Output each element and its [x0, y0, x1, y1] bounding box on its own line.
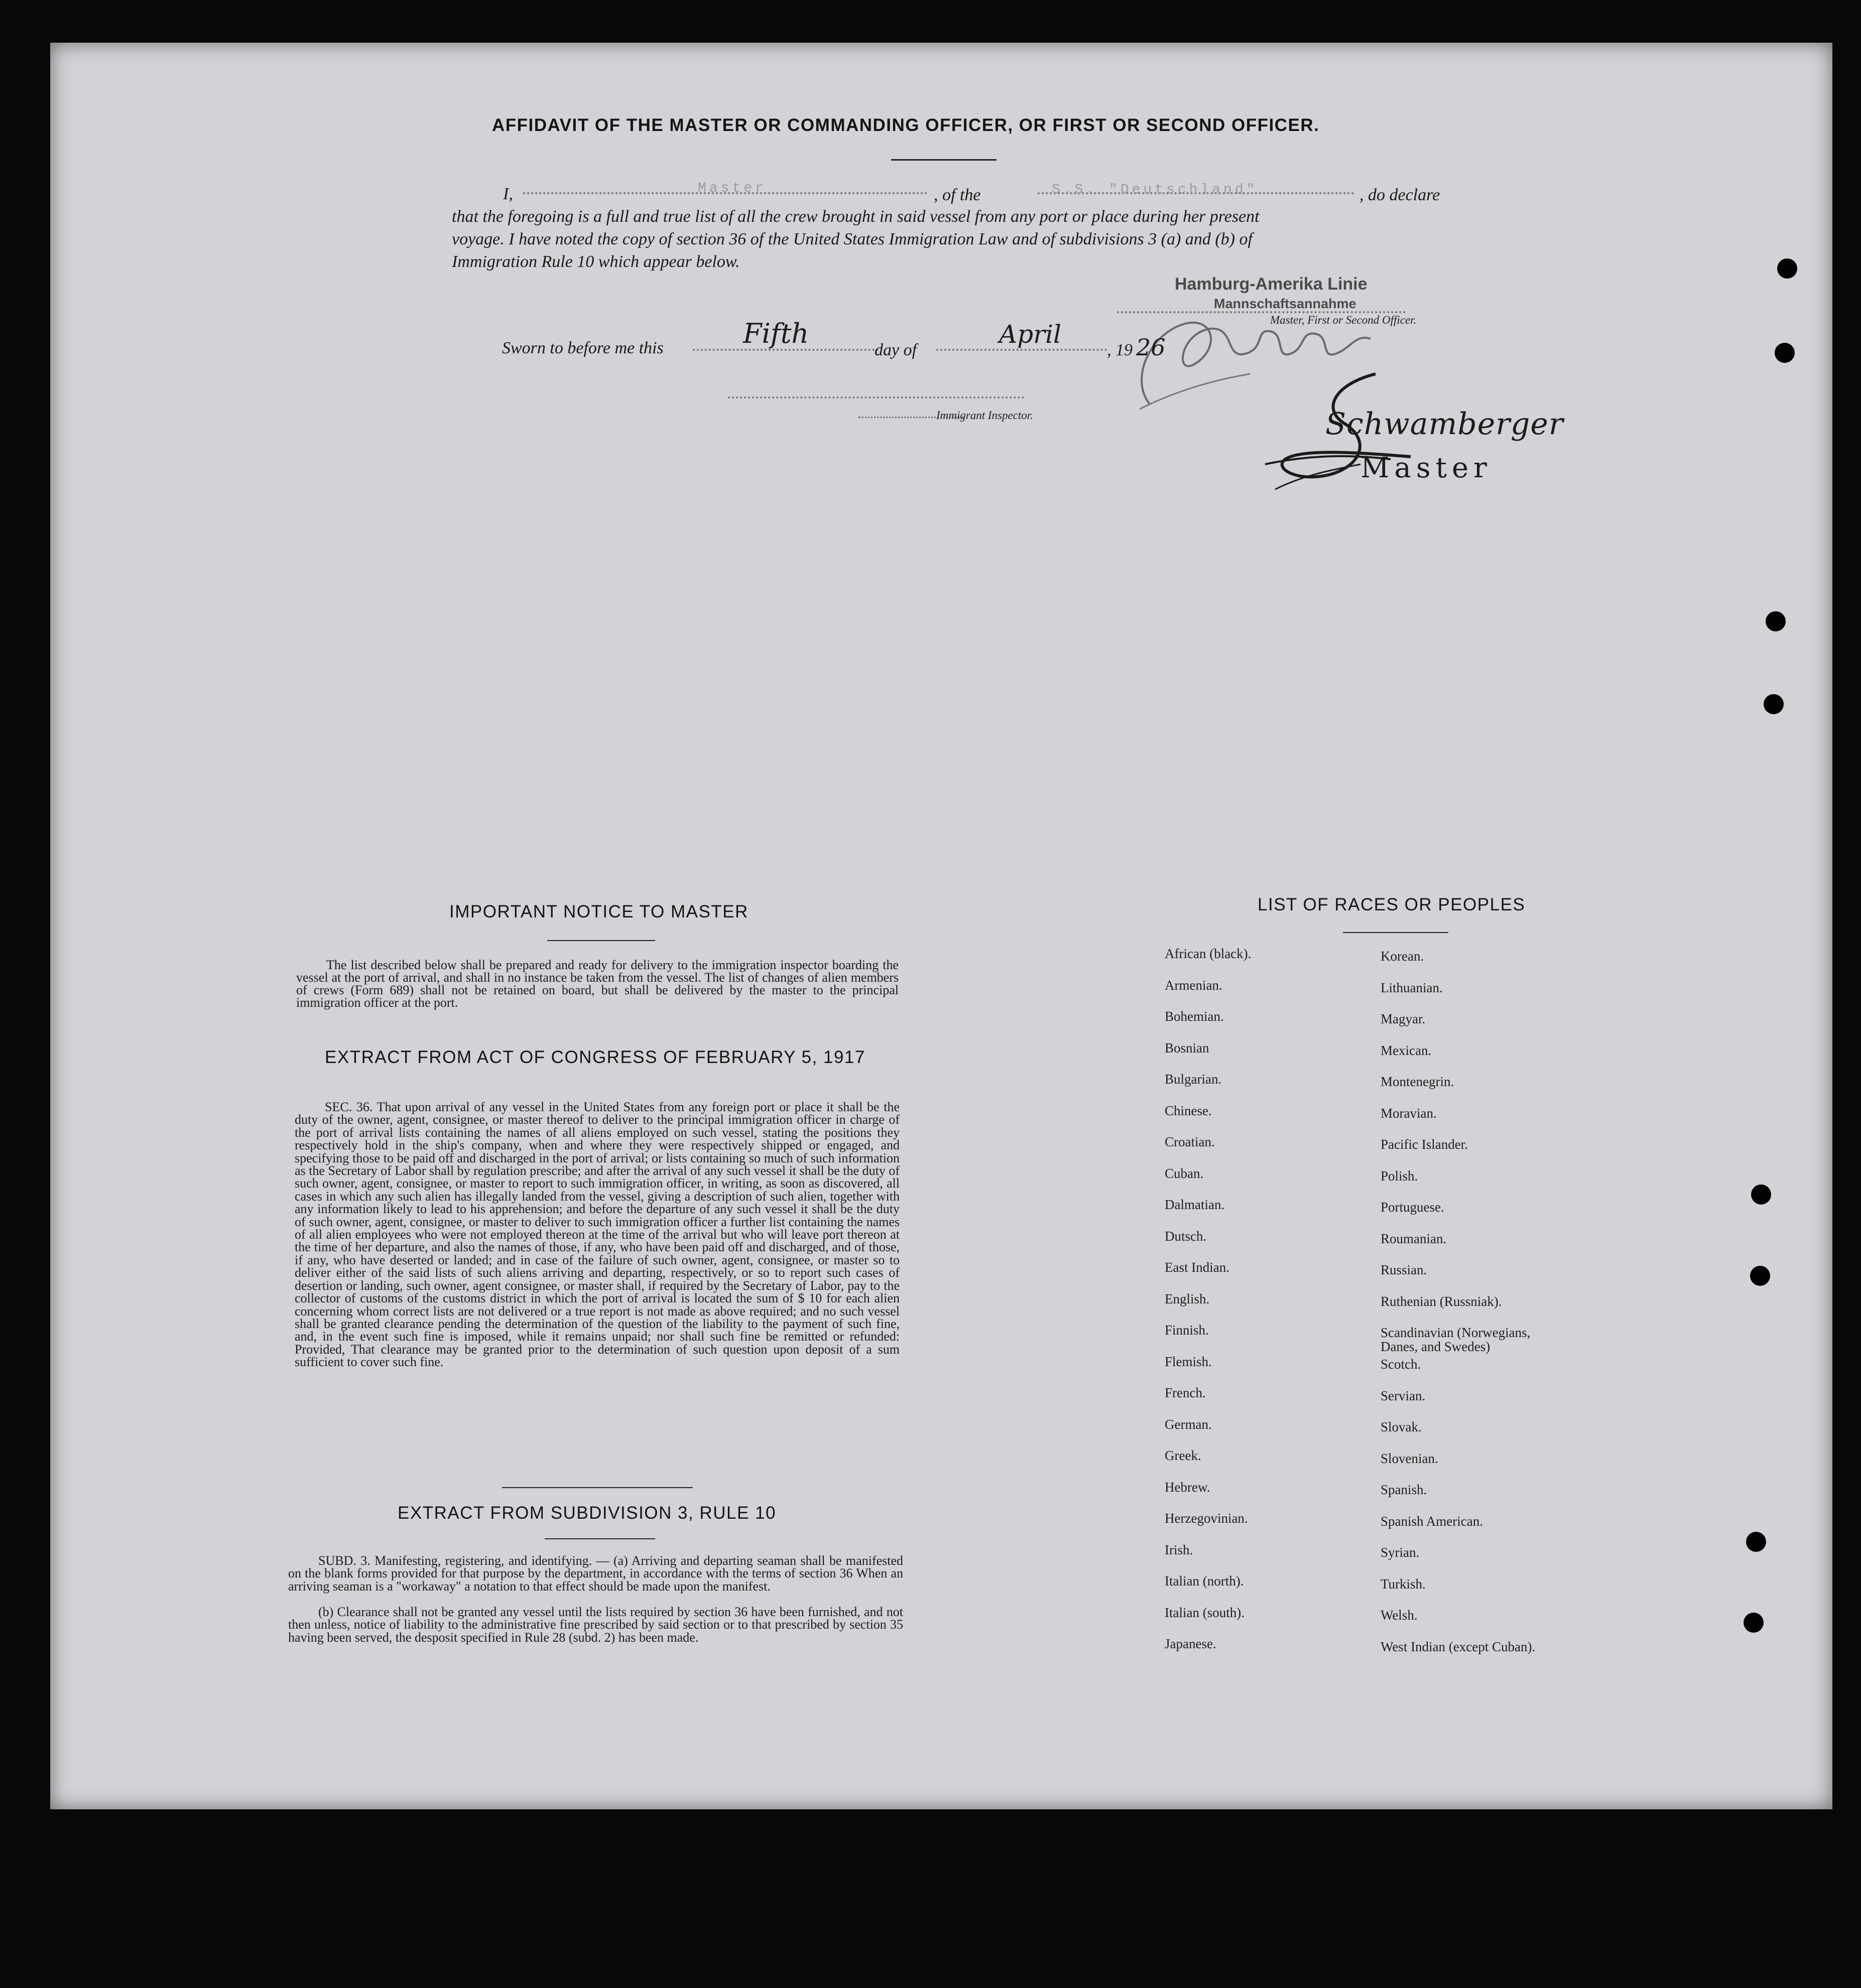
inspector-caption: Immigrant Inspector. [936, 409, 1033, 422]
races-rule [1343, 932, 1448, 933]
race-list-item: Portuguese. [1381, 1200, 1444, 1215]
race-list-item: Cuban. [1165, 1165, 1204, 1181]
race-list-item: Bosnian [1165, 1040, 1209, 1055]
race-list-item: Danes, and Swedes) [1381, 1339, 1491, 1354]
race-list-item: Moravian. [1381, 1105, 1437, 1121]
race-list-item: Spanish. [1381, 1482, 1427, 1497]
punch-hole [1764, 694, 1784, 714]
affidavit-title: AFFIDAVIT OF THE MASTER OR COMMANDING OFFICER, OR FIRST OR SECOND OFFICER. [492, 115, 1320, 135]
punch-hole [1746, 1532, 1766, 1552]
race-list-item: Italian (north). [1165, 1573, 1244, 1588]
of-the-label: , of the [934, 186, 981, 204]
company-stamp-line-2: Mannschaftsannahme [1214, 296, 1356, 311]
notice-title: IMPORTANT NOTICE TO MASTER [449, 902, 749, 921]
act-extract-title: EXTRACT FROM ACT OF CONGRESS OF FEBRUARY 5, 1917 [325, 1047, 865, 1067]
race-list-item: Syrian. [1381, 1545, 1420, 1560]
race-list-item: West Indian (except Cuban). [1381, 1639, 1536, 1654]
master-signature: Schwamberger [1325, 407, 1564, 442]
race-list-item: Russian. [1381, 1262, 1427, 1277]
punch-hole [1777, 258, 1797, 279]
race-list-item: Hebrew. [1165, 1479, 1210, 1495]
race-list-item: Mexican. [1381, 1042, 1432, 1058]
race-list-item: Turkish. [1381, 1576, 1426, 1592]
i-label: I, [503, 185, 513, 203]
race-list-item: Spanish American. [1381, 1513, 1483, 1529]
year-prefix: , 19 [1107, 341, 1133, 359]
day-of-label: day of [875, 341, 917, 359]
declaration-line-4: Immigration Rule 10 which appear below. [452, 252, 740, 271]
act-extract-rule [502, 1487, 693, 1488]
race-list-item: Montenegrin. [1381, 1074, 1454, 1089]
race-list-item: Italian (south). [1165, 1605, 1245, 1620]
race-list-item: Slovak. [1381, 1419, 1422, 1434]
year-handwritten: 26 [1136, 334, 1166, 361]
rule-extract-text-b: (b) Clearance shall not be granted any vessel until the lists required by section 36 have been furnished, and not then unless, notice of liability to the administrative fine prescribed by said section or to that prescribed by section 35 having been served, the desposit specified in Rule 28 (subd. 2) has been made. [288, 1605, 903, 1645]
name-typed-text: Master [698, 181, 767, 196]
master-signature-title: Master [1360, 452, 1492, 484]
race-list-item: Dalmatian. [1165, 1197, 1225, 1212]
sworn-month-handwritten: April [999, 320, 1061, 349]
act-extract-text: SEC. 36. That upon arrival of any vessel in the United States from any foreign port or place it shall be the duty of the owner, agent, consignee, or master thereof to deliver to the principal immigration officer in charge of the port of arrival lists containing the names of all aliens employed on such vessel, stating the positions they respectively hold in the ship's company, when and where they were respectively shipped or engaged, and specifying those to be paid off and discharged in the port of arrival; or lists containing so much of such information as the Secretary of Labor shall by regulation prescribe; and after the arrival of any such vessel it shall be the duty of such owner, agent, consignee, or master to report to such immigration officer, in writing, as soon as discovered, all cases in which any such alien has illegally landed from the vessel, giving a description of such alien, together with any information likely to lead to his apprehension; and before the departure of any such vessel it shall be the duty of such owner, agent, consignee, or master to deliver to such immigration officer a further list containing the names of all alien employees who were not employed thereon at the time of the arrival but who will leave port thereon at the time of her departure, and also the names of those, if any, who have been paid off and discharged, and of those, if any, who have deserted or landed; and in case of the failure of such owner, agent, consignee, or master so to deliver either of the said lists of such aliens arriving and departing, respectively, or so to report such cases of desertion or landing, such owner, agent consignee, or master shall, if required by the Secretary of Labor, pay to the collector of customs of the customs district in which the port of arrival is located the sum of $ 10 for each alien concerning whom correct lists are not delivered or a true report is not made as above required; and no such vessel shall be granted clearance pending the determination of the question of the liability to the payment of such fine, and, in the event such fine is imposed, while it remains unpaid; nor shall such fine be remitted or refunded: Provided, That clearance may be granted prior to the determination of such question upon deposit of a sum sufficient to cover such fine. [295, 1100, 900, 1370]
race-list-item: Slovenian. [1381, 1450, 1438, 1466]
race-list-item: Japanese. [1165, 1636, 1216, 1651]
race-list-item: German. [1165, 1416, 1212, 1432]
inspector-line-upper [728, 396, 1024, 399]
race-list-item: Chinese. [1165, 1103, 1212, 1118]
race-list-item: Scandinavian (Norwegians, [1381, 1325, 1531, 1340]
race-list-item: Lithuanian. [1381, 980, 1443, 995]
race-list-item: Bohemian. [1165, 1009, 1224, 1024]
declaration-line-3: voyage. I have noted the copy of section 36 of the United States Immigration Law and of subdivisions 3 (a) and (b) of [452, 230, 1253, 248]
race-list-item: Welsh. [1381, 1608, 1418, 1623]
punch-hole [1775, 343, 1795, 363]
race-list-item: Roumanian. [1381, 1231, 1447, 1246]
declaration-line-2: that the foregoing is a full and true list of all the crew brought in said vessel from any port or place during her present [452, 207, 1260, 226]
race-list-item: Servian. [1381, 1388, 1426, 1403]
race-list-item: Flemish. [1165, 1354, 1212, 1369]
punch-hole [1751, 1184, 1771, 1205]
title-rule [891, 159, 997, 161]
races-title: LIST OF RACES OR PEOPLES [1258, 895, 1526, 914]
officer-caption: Master, First or Second Officer. [1270, 314, 1417, 326]
race-list-item: Scotch. [1381, 1357, 1421, 1372]
do-declare-label: , do declare [1359, 186, 1440, 204]
punch-hole [1766, 611, 1786, 631]
race-list-item: East Indian. [1165, 1260, 1229, 1275]
notice-text: The list described below shall be prepared and ready for delivery to the immigration inspector boarding the vessel at the port of arrival, and shall in no instance be taken from the vessel. The list of changes of alien members of crews (Form 689) shall not be retained on board, but shall be delivered by the master to the principal immigration officer at the port. [296, 958, 899, 1010]
document-page [50, 43, 1832, 1809]
race-list-item: Greek. [1165, 1448, 1201, 1463]
punch-hole [1744, 1613, 1764, 1633]
race-list-item: Irish. [1165, 1542, 1193, 1557]
notice-rule [547, 940, 655, 941]
vessel-typed-text: S.S. "Deutschland" [1052, 182, 1258, 198]
race-list-item: Ruthenian (Russniak). [1381, 1293, 1502, 1309]
race-list-item: Finnish. [1165, 1322, 1209, 1338]
sworn-month-line [936, 349, 1107, 351]
sworn-day-handwritten: Fifth [743, 318, 809, 349]
race-list-item: Armenian. [1165, 977, 1222, 993]
rule-extract-rule [545, 1538, 655, 1539]
rule-extract-title: EXTRACT FROM SUBDIVISION 3, RULE 10 [398, 1503, 776, 1523]
race-list-item: Magyar. [1381, 1011, 1426, 1026]
race-list-item: Dutsch. [1165, 1228, 1207, 1244]
race-list-item: Herzegovinian. [1165, 1511, 1248, 1526]
punch-hole [1750, 1266, 1770, 1286]
rule-extract-text-a: SUBD. 3. Manifesting, registering, and identifying. — (a) Arriving and departing seaman shall be manifested on the blank forms provided for that purpose by the department, in accordance with the terms of section 36 When an arriving seaman is a "workaway" a notation to that effect should be made upon the manifest. [288, 1553, 903, 1594]
race-list-item: Pacific Islander. [1381, 1137, 1468, 1152]
company-stamp-line-1: Hamburg-Amerika Linie [1175, 275, 1368, 294]
race-list-item: Korean. [1381, 949, 1424, 964]
sworn-label: Sworn to before me this [502, 339, 664, 357]
race-list-item: Bulgarian. [1165, 1072, 1222, 1087]
race-list-item: African (black). [1165, 946, 1252, 961]
race-list-item: Croatian. [1165, 1134, 1215, 1149]
race-list-item: English. [1165, 1291, 1210, 1306]
race-list-item: French. [1165, 1385, 1206, 1400]
race-list-item: Polish. [1381, 1168, 1418, 1183]
